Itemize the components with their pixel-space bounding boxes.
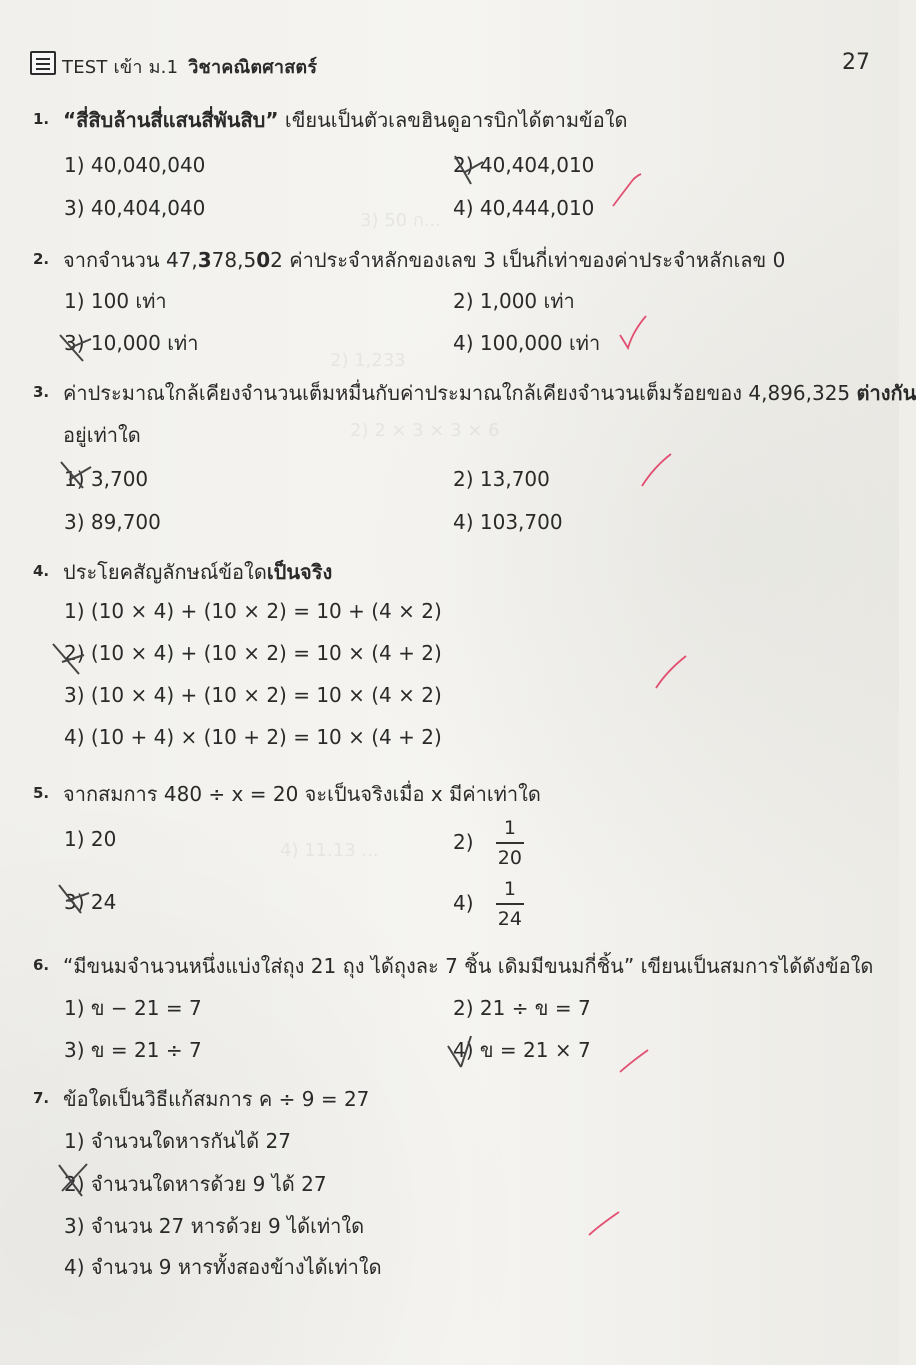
question-text-continuation: อยู่เท่าใด <box>63 423 141 447</box>
bleed-through-text-2: 2) 1,233 <box>330 350 406 371</box>
question-text: “มีขนมจำนวนหนึ่งแบ่งใส่ถุง 21 ถุง ได้ถุงละ 7 ชิ้น เดิมมีขนมกี่ชิ้น” เขียนเป็นสมการได้ดังข้อใด <box>63 954 874 978</box>
question-number: 3. <box>33 383 50 401</box>
option-2[interactable]: 2) 1,000 เท่า <box>453 289 575 313</box>
question-number: 7. <box>33 1089 50 1107</box>
question-number: 1. <box>33 110 50 128</box>
question-5 <box>33 782 869 932</box>
question-emphasis: ต่างกัน <box>856 381 916 405</box>
option-1[interactable]: 1) ข − 21 = 7 <box>64 996 202 1020</box>
option-3[interactable]: 3) ข = 21 ÷ 7 <box>64 1038 202 1062</box>
fraction-denominator: 24 <box>497 908 522 930</box>
question-text <box>63 560 869 585</box>
question-emphasis: “สี่สิบล้านสี่แสนสี่พันสิบ” <box>63 108 279 132</box>
question-text-part: เขียนเป็นตัวเลขฮินดูอารบิกได้ตามข้อใด <box>278 108 628 132</box>
question-text <box>63 248 869 273</box>
option-4[interactable]: 4) 100,000 เท่า <box>453 331 601 355</box>
bleed-through-text-1: 3) 50 ก... <box>360 210 441 231</box>
option-1[interactable]: 1) (10 × 4) + (10 × 2) = 10 + (4 × 2) <box>64 599 442 623</box>
option-3[interactable]: 3) 89,700 <box>64 510 161 534</box>
header-prefix: TEST เข้า ม.1 <box>62 57 179 78</box>
fraction-numerator: 1 <box>503 817 516 839</box>
fraction-numerator: 1 <box>503 878 516 900</box>
page-number: 27 <box>842 50 870 75</box>
option-1[interactable]: 1) 20 <box>64 827 117 851</box>
question-text <box>63 108 869 133</box>
question-6 <box>33 954 874 1069</box>
option-3[interactable]: 3) 40,404,040 <box>64 196 206 220</box>
question-4 <box>33 560 869 760</box>
question-text-part: ค่าประมาณใกล้เคียงจำนวนเต็มหมื่นกับค่าประมาณใกล้เคียงจำนวนเต็มร้อยของ 4,896,325 <box>63 381 857 405</box>
question-text-part: ประโยคสัญลักษณ์ข้อใด <box>63 560 267 584</box>
question-number: 4. <box>33 562 50 580</box>
option-3[interactable]: 3) 10,000 เท่า <box>64 331 199 355</box>
question-number: 6. <box>33 956 50 974</box>
page-header <box>28 50 870 90</box>
bleed-through-text-4: 4) 11.13 ... <box>280 840 379 861</box>
option-2[interactable]: 2) 21 ÷ ข = 7 <box>453 996 591 1020</box>
option-2[interactable]: 2) 13,700 <box>453 467 550 491</box>
option-1[interactable]: 1) 40,040,040 <box>64 153 206 177</box>
question-1 <box>33 108 869 228</box>
fraction <box>496 880 524 929</box>
option-4[interactable]: 4) (10 + 4) × (10 + 2) = 10 × (4 + 2) <box>64 725 442 749</box>
option-2[interactable]: 2) (10 × 4) + (10 × 2) = 10 × (4 + 2) <box>64 641 442 665</box>
option-3[interactable]: 3) (10 × 4) + (10 × 2) = 10 × (4 × 2) <box>64 683 442 707</box>
option-2[interactable]: 2) 40,404,010 <box>453 153 595 177</box>
fraction-bar <box>496 903 524 905</box>
fraction <box>496 819 524 868</box>
question-text-part: 78,5 <box>211 248 257 272</box>
question-number: 5. <box>33 784 50 802</box>
header-subject: วิชาคณิตศาสตร์ <box>188 57 318 78</box>
fraction-bar <box>496 842 524 844</box>
header-title <box>62 52 317 81</box>
question-2 <box>33 248 869 363</box>
bleed-through-text-3: 2) 2 × 3 × 3 × 6 <box>350 420 500 441</box>
option-2[interactable] <box>453 819 524 868</box>
digit-three-emphasis: 3 <box>197 248 212 272</box>
digit-zero-emphasis: 0 <box>256 248 271 272</box>
question-7 <box>33 1087 869 1287</box>
question-number: 2. <box>33 250 50 268</box>
question-3 <box>33 381 916 541</box>
question-text-part: 2 ค่าประจำหลักของเลข 3 เป็นกี่เท่าของค่าประจำหลักเลข 0 <box>270 248 786 272</box>
fraction-denominator: 20 <box>497 847 522 869</box>
question-text-part: จากจำนวน 47, <box>63 248 198 272</box>
option-2[interactable]: 2) จำนวนใดหารด้วย 9 ได้ 27 <box>64 1172 327 1196</box>
option-prefix: 2) <box>453 830 474 854</box>
option-1[interactable]: 1) 100 เท่า <box>64 289 167 313</box>
option-4[interactable] <box>453 880 524 929</box>
option-4[interactable]: 4) ข = 21 × 7 <box>453 1038 591 1062</box>
option-prefix: 4) <box>453 891 474 915</box>
question-text: ข้อใดเป็นวิธีแก้สมการ ค ÷ 9 = 27 <box>63 1087 370 1111</box>
option-3[interactable]: 3) 24 <box>64 890 117 914</box>
option-4[interactable]: 4) จำนวน 9 หารทั้งสองข้างได้เท่าใด <box>64 1255 382 1279</box>
option-1[interactable]: 1) 3,700 <box>64 467 149 491</box>
question-emphasis: เป็นจริง <box>266 560 333 584</box>
option-4[interactable]: 4) 40,444,010 <box>453 196 595 220</box>
book-icon <box>30 51 56 75</box>
question-text <box>63 381 916 406</box>
question-text: จากสมการ 480 ÷ x = 20 จะเป็นจริงเมื่อ x มีค่าเท่าใด <box>63 782 541 806</box>
option-3[interactable]: 3) จำนวน 27 หารด้วย 9 ได้เท่าใด <box>64 1214 365 1238</box>
option-4[interactable]: 4) 103,700 <box>453 510 563 534</box>
option-1[interactable]: 1) จำนวนใดหารกันได้ 27 <box>64 1129 291 1153</box>
